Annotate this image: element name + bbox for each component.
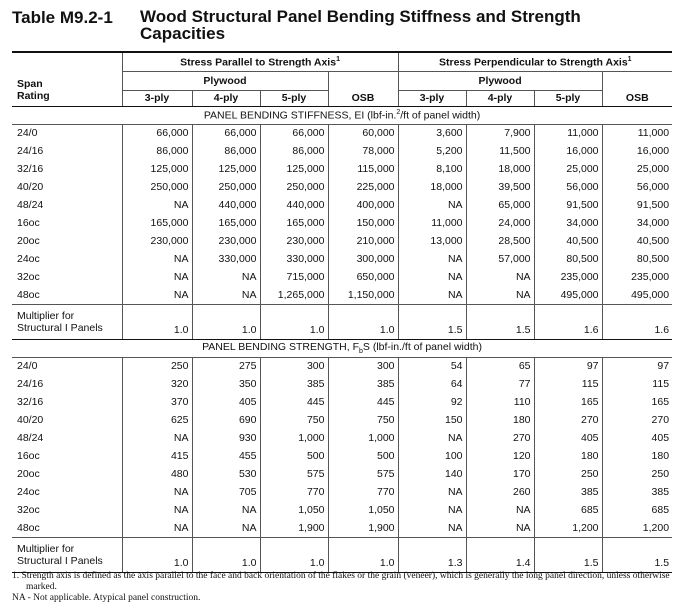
table-row (12, 286, 672, 304)
table-cell: 685 (534, 501, 602, 519)
table-cell: 86,000 (122, 142, 192, 160)
multiplier-label-line: Structural I Panels (17, 554, 103, 567)
table-cell: 385 (534, 483, 602, 501)
header-osb-spacer (328, 71, 398, 90)
table-cell: 440,000 (260, 196, 328, 214)
table-cell: 65,000 (466, 196, 534, 214)
section-header-row (12, 106, 672, 124)
table-cell: 495,000 (534, 286, 602, 304)
column-header: OSB (328, 90, 398, 106)
table-cell: 97 (534, 357, 602, 375)
table-cell: 80,500 (534, 250, 602, 268)
table-cell: 480 (122, 465, 192, 483)
column-header: 3-ply (398, 90, 466, 106)
span-rating: 32oc (17, 504, 40, 516)
table-cell: 235,000 (534, 268, 602, 286)
table-cell: NA (122, 483, 192, 501)
table-cell: 25,000 (602, 160, 672, 178)
multiplier-value: 1.5 (398, 304, 466, 339)
table-row (12, 214, 672, 232)
multiplier-value: 1.0 (328, 304, 398, 339)
table-cell: 7,900 (466, 124, 534, 142)
table-cell: 3,600 (398, 124, 466, 142)
table-cell: 97 (602, 357, 672, 375)
table-cell: 250,000 (122, 178, 192, 196)
table-cell: 18,000 (398, 178, 466, 196)
column-header: 4-ply (466, 90, 534, 106)
table-cell: 66,000 (192, 124, 260, 142)
span-rating: 16oc (17, 217, 40, 229)
table-cell: 650,000 (328, 268, 398, 286)
table-cell: 1,200 (602, 519, 672, 537)
span-rating: 16oc (17, 450, 40, 462)
table-cell: NA (192, 519, 260, 537)
table-cell: 455 (192, 447, 260, 465)
multiplier-value: 1.0 (122, 304, 192, 339)
table-cell: 165,000 (260, 214, 328, 232)
table-cell: 65 (466, 357, 534, 375)
table-cell: 500 (260, 447, 328, 465)
table-cell: 125,000 (260, 160, 328, 178)
section-title-superscript: 2 (396, 108, 401, 116)
span-rating: 32oc (17, 271, 40, 283)
table-cell: 125,000 (192, 160, 260, 178)
header-span: Span (17, 78, 43, 90)
multiplier-row (12, 304, 672, 339)
table-cell: NA (398, 268, 466, 286)
span-rating: 48oc (17, 521, 40, 534)
span-rating: 20oc (17, 235, 40, 247)
table-cell: 405 (602, 429, 672, 447)
table-cell: NA (122, 501, 192, 519)
table-cell: 165,000 (192, 214, 260, 232)
table-cell: NA (398, 196, 466, 214)
table-cell: NA (122, 250, 192, 268)
table-cell: 500 (328, 447, 398, 465)
table-cell: 270 (534, 411, 602, 429)
table-cell: 91,500 (534, 196, 602, 214)
table-cell: NA (398, 429, 466, 447)
table-cell: 11,000 (398, 214, 466, 232)
table-cell: 1,000 (260, 429, 328, 447)
table-cell: 300 (328, 357, 398, 375)
multiplier-row (12, 537, 672, 572)
table-cell: 445 (260, 393, 328, 411)
table-cell: 165 (602, 393, 672, 411)
column-header: 4-ply (192, 90, 260, 106)
table-cell: 715,000 (260, 268, 328, 286)
table-cell: 180 (534, 447, 602, 465)
table-cell: 25,000 (534, 160, 602, 178)
column-header: 5-ply (534, 90, 602, 106)
header-osb-spacer (602, 71, 672, 90)
table-cell: 440,000 (192, 196, 260, 214)
table-cell: NA (122, 196, 192, 214)
table-cell: 180 (602, 447, 672, 465)
table-cell: 250,000 (192, 178, 260, 196)
table-cell: NA (122, 429, 192, 447)
header-parallel: Stress Parallel to Strength Axis$^1$ (122, 53, 398, 71)
span-rating: 48/24 (17, 199, 44, 211)
table-cell: 1,900 (328, 519, 398, 537)
table-cell: 445 (328, 393, 398, 411)
multiplier-value: 1.0 (260, 537, 328, 572)
table-row (12, 160, 672, 178)
table-cell: 230,000 (192, 232, 260, 250)
table-cell: 530 (192, 465, 260, 483)
multiplier-value: 1.5 (466, 304, 534, 339)
table-number: Table M9.2-1 (12, 8, 113, 27)
table-cell: 115,000 (328, 160, 398, 178)
table-cell: NA (122, 519, 192, 537)
table-cell: 250 (602, 465, 672, 483)
span-rating: 24/16 (17, 378, 44, 390)
table-cell: 270 (602, 411, 672, 429)
table-cell: 54 (398, 357, 466, 375)
table-cell: 250 (122, 357, 192, 375)
table-title-text: Wood Structural Panel Bending Stiffness and Strength Capacities (140, 7, 581, 43)
table-cell: 57,000 (466, 250, 534, 268)
table-cell: 66,000 (122, 124, 192, 142)
section-title-text: /ft of panel width) (400, 109, 481, 122)
span-rating: 24/0 (17, 360, 38, 373)
table-cell: 40,500 (534, 232, 602, 250)
table-cell: 750 (260, 411, 328, 429)
stiffness-strength-table (12, 53, 672, 573)
table-cell: 385 (260, 375, 328, 393)
table-cell: 40,500 (602, 232, 672, 250)
table-row (12, 124, 672, 142)
table-cell: 250 (534, 465, 602, 483)
table-row (12, 411, 672, 429)
table-cell: 225,000 (328, 178, 398, 196)
table-row (12, 483, 672, 501)
span-rating: 32/16 (17, 396, 44, 408)
section-title-text: PANEL BENDING STIFFNESS, EI (lbf-in. (203, 109, 397, 122)
table-row (12, 250, 672, 268)
table-cell: 1,050 (328, 501, 398, 519)
table-cell: 575 (260, 465, 328, 483)
table-cell: 11,000 (534, 124, 602, 142)
header-perpendicular: Stress Perpendicular to Strength Axis$^1$ (398, 53, 672, 71)
table-cell: 78,000 (328, 142, 398, 160)
table-row (12, 178, 672, 196)
table-cell: 1,200 (534, 519, 602, 537)
section-title-text: PANEL BENDING STRENGTH, F (202, 340, 359, 353)
table-cell: 34,000 (602, 214, 672, 232)
table-cell: NA (466, 268, 534, 286)
table-cell: 690 (192, 411, 260, 429)
multiplier-value: 1.5 (534, 537, 602, 572)
multiplier-value: 1.3 (398, 537, 466, 572)
section-title (12, 339, 672, 357)
header-plywood-parallel: Plywood (122, 71, 328, 90)
span-rating: 24/16 (17, 145, 44, 157)
table-cell: 385 (328, 375, 398, 393)
multiplier-label-line: Structural I Panels (17, 321, 103, 334)
table-cell: 405 (192, 393, 260, 411)
table-cell: 13,000 (398, 232, 466, 250)
table-cell: 770 (328, 483, 398, 501)
table-cell: NA (398, 483, 466, 501)
table-cell: 5,200 (398, 142, 466, 160)
table-cell: 320 (122, 375, 192, 393)
table-cell: 60,000 (328, 124, 398, 142)
table-cell: 260 (466, 483, 534, 501)
table-cell: 705 (192, 483, 260, 501)
table-row (12, 465, 672, 483)
table-cell: 625 (122, 411, 192, 429)
table-cell: 28,500 (466, 232, 534, 250)
table-cell: 405 (534, 429, 602, 447)
span-rating: 24/0 (17, 127, 38, 140)
table-cell: 91,500 (602, 196, 672, 214)
span-rating: 48/24 (17, 432, 44, 444)
table-cell: 165 (534, 393, 602, 411)
multiplier-label-line: Multiplier for (17, 309, 75, 322)
multiplier-value: 1.5 (602, 537, 672, 572)
table-cell: 575 (328, 465, 398, 483)
table-row (12, 268, 672, 286)
table-cell: 275 (192, 357, 260, 375)
header-plywood-perpendicular: Plywood (398, 71, 602, 90)
span-rating: 40/20 (17, 414, 44, 426)
multiplier-value: 1.0 (192, 304, 260, 339)
footnote-na: NA - Not applicable. Atypical panel construction. (12, 593, 201, 603)
table-cell: 495,000 (602, 286, 672, 304)
multiplier-value: 1.6 (602, 304, 672, 339)
table-cell: 77 (466, 375, 534, 393)
table-cell: 685 (602, 501, 672, 519)
footnote-1: 1. Strength axis is defined as the axis parallel to the face and back orientation of the flakes or the grain (veneer), which is generally the long panel direction, unless otherwise marked. (12, 571, 670, 592)
table-row (12, 196, 672, 214)
multiplier-value: 1.4 (466, 537, 534, 572)
table-cell: 56,000 (602, 178, 672, 196)
span-rating: 48oc (17, 288, 40, 301)
table-row (12, 519, 672, 537)
multiplier-value: 1.6 (534, 304, 602, 339)
footnotes (12, 571, 672, 604)
table-cell: 170 (466, 465, 534, 483)
table-row (12, 357, 672, 375)
header-rating: Rating (12, 90, 122, 106)
table-cell: 330,000 (260, 250, 328, 268)
table-cell: 125,000 (122, 160, 192, 178)
table-cell: 750 (328, 411, 398, 429)
table-cell: 1,900 (260, 519, 328, 537)
table-cell: NA (122, 268, 192, 286)
multiplier-value: 1.0 (122, 537, 192, 572)
multiplier-value: 1.0 (260, 304, 328, 339)
table-cell: 930 (192, 429, 260, 447)
column-header: OSB (602, 90, 672, 106)
table-cell: 16,000 (602, 142, 672, 160)
table-cell: 115 (602, 375, 672, 393)
table-cell: 300,000 (328, 250, 398, 268)
table-cell: NA (122, 286, 192, 304)
table-cell: 80,500 (602, 250, 672, 268)
table-cell: NA (466, 286, 534, 304)
table-row (12, 393, 672, 411)
table-cell: 300 (260, 357, 328, 375)
table-cell: 64 (398, 375, 466, 393)
table-cell: NA (398, 519, 466, 537)
span-rating: 24oc (17, 253, 40, 265)
multiplier-label-line: Multiplier for (17, 542, 75, 555)
table-cell: NA (192, 501, 260, 519)
table-cell: 250,000 (260, 178, 328, 196)
table-cell: 16,000 (534, 142, 602, 160)
header-corner (12, 53, 122, 71)
table-cell: 11,000 (602, 124, 672, 142)
table-cell: 1,150,000 (328, 286, 398, 304)
section-title-subscript: b (359, 348, 363, 356)
span-rating: 20oc (17, 468, 40, 480)
table-cell: 56,000 (534, 178, 602, 196)
table-cell: 39,500 (466, 178, 534, 196)
span-rating: 40/20 (17, 181, 44, 193)
table-cell: 350 (192, 375, 260, 393)
table-row (12, 501, 672, 519)
table-cell: 100 (398, 447, 466, 465)
table-cell: NA (192, 268, 260, 286)
table-cell: 230,000 (260, 232, 328, 250)
table-cell: 210,000 (328, 232, 398, 250)
table-cell: 11,500 (466, 142, 534, 160)
table-cell: 180 (466, 411, 534, 429)
table-cell: 8,100 (398, 160, 466, 178)
table-cell: NA (398, 250, 466, 268)
table-cell: 370 (122, 393, 192, 411)
table-cell: 235,000 (602, 268, 672, 286)
table-cell: 1,050 (260, 501, 328, 519)
table-title (12, 8, 672, 44)
table-cell: 385 (602, 483, 672, 501)
table-cell: 86,000 (260, 142, 328, 160)
table-row (12, 447, 672, 465)
table-cell: 66,000 (260, 124, 328, 142)
table-cell: 86,000 (192, 142, 260, 160)
table-cell: 115 (534, 375, 602, 393)
table-cell: 1,000 (328, 429, 398, 447)
section-header-row (12, 339, 672, 357)
multiplier-label (12, 537, 122, 572)
table-cell: 230,000 (122, 232, 192, 250)
table-cell: 400,000 (328, 196, 398, 214)
table-row (12, 142, 672, 160)
multiplier-label (12, 304, 122, 339)
table-cell: 120 (466, 447, 534, 465)
table-cell: 110 (466, 393, 534, 411)
table-cell: 150,000 (328, 214, 398, 232)
table-cell: 34,000 (534, 214, 602, 232)
section-title-text: S (lbf-in./ft of panel width) (362, 340, 482, 353)
table-cell: 330,000 (192, 250, 260, 268)
table-cell: 150 (398, 411, 466, 429)
table-cell: 24,000 (466, 214, 534, 232)
table-cell: 92 (398, 393, 466, 411)
table-cell: 140 (398, 465, 466, 483)
table-cell: NA (398, 501, 466, 519)
span-rating: 24oc (17, 486, 40, 498)
table-cell: NA (398, 286, 466, 304)
multiplier-value: 1.0 (192, 537, 260, 572)
table-cell: NA (466, 519, 534, 537)
multiplier-value: 1.0 (328, 537, 398, 572)
table-cell: 165,000 (122, 214, 192, 232)
table-row (12, 429, 672, 447)
column-header: 3-ply (122, 90, 192, 106)
table-row (12, 375, 672, 393)
section-title (12, 106, 672, 124)
table-cell: 770 (260, 483, 328, 501)
table-cell: 18,000 (466, 160, 534, 178)
table-cell: NA (466, 501, 534, 519)
table-row (12, 232, 672, 250)
column-header: 5-ply (260, 90, 328, 106)
span-rating: 32/16 (17, 163, 44, 175)
table-cell: 270 (466, 429, 534, 447)
table-cell: 1,265,000 (260, 286, 328, 304)
table-cell: NA (192, 286, 260, 304)
table-cell: 415 (122, 447, 192, 465)
